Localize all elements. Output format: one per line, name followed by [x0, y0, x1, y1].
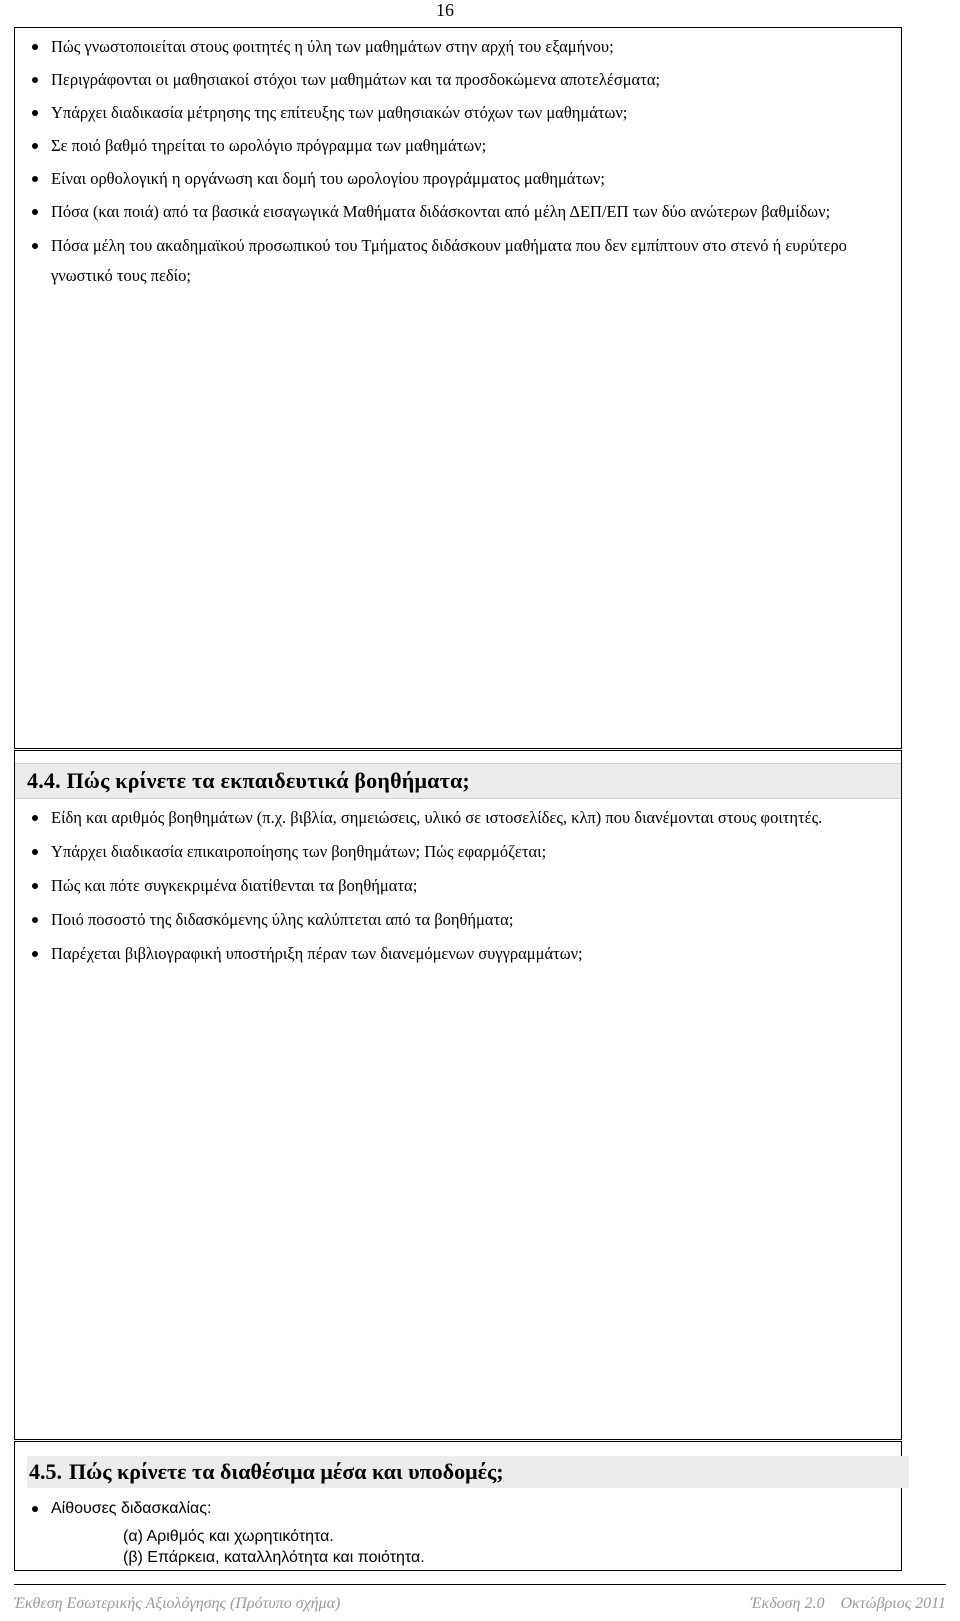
sub-list-item: (α) Αριθμός και χωρητικότητα. [123, 1528, 334, 1545]
question-list [15, 28, 901, 291]
footer-date: Οκτώβριος 2011 [840, 1595, 946, 1612]
section-heading [27, 1456, 909, 1488]
answer-box-teaching-aids [14, 750, 902, 1440]
question-list [15, 803, 901, 969]
list-item: Υπάρχει διαδικασία επικαιροποίησης των βοηθημάτων; Πώς εφαρμόζεται; [15, 837, 901, 867]
list-item: Πώς και πότε συγκεκριμένα διατίθενται τα βοηθήματα; [15, 871, 901, 901]
question-list [15, 1494, 901, 1524]
list-item: Περιγράφονται οι μαθησιακοί στόχοι των μαθημάτων και τα προσδοκώμενα αποτελέσματα; [15, 65, 901, 95]
footer-version-date [751, 1595, 946, 1613]
page-number: 16 [436, 0, 454, 20]
list-item: Αίθουσες διδασκαλίας: [15, 1494, 901, 1524]
list-item: Σε ποιό βαθμό τηρείται το ωρολόγιο πρόγραμμα των μαθημάτων; [15, 131, 901, 161]
section-title: Πώς κρίνετε τα διαθέσιμα μέσα και υποδομές; [69, 1459, 504, 1484]
list-item: Πόσα μέλη του ακαδημαϊκού προσωπικού του Τμήματος διδάσκουν μαθήματα που δεν εμπίπτουν στο στενό ή ευρύτερο γνωστικό τους πεδίο; [15, 231, 901, 291]
sub-list [123, 1526, 425, 1568]
list-item: Παρέχεται βιβλιογραφική υποστήριξη πέραν των διανεμόμενων συγγραμμάτων; [15, 939, 901, 969]
footer-document-title: Έκθεση Εσωτερικής Αξιολόγησης (Πρότυπο σχήμα) [14, 1595, 341, 1612]
answer-box-teaching [14, 27, 902, 749]
footer-version: Έκδοση 2.0 [750, 1595, 825, 1612]
sub-list-item: (β) Επάρκεια, καταλληλότητα και ποιότητα. [123, 1549, 425, 1566]
section-heading: 4.4. Πώς κρίνετε τα εκπαιδευτικά βοηθήματα; [15, 763, 901, 799]
section-number: 4.5. [29, 1459, 62, 1484]
answer-box-facilities [14, 1441, 902, 1571]
list-item: Πώς γνωστοποιείται στους φοιτητές η ύλη των μαθημάτων στην αρχή του εξαμήνου; [15, 32, 901, 62]
list-item: Είδη και αριθμός βοηθημάτων (π.χ. βιβλία, σημειώσεις, υλικό σε ιστοσελίδες, κλπ) που διανέμονται στους φοιτητές. [15, 803, 901, 833]
page-footer [14, 1584, 946, 1615]
list-item: Ποιό ποσοστό της διδασκόμενης ύλης καλύπτεται από τα βοηθήματα; [15, 905, 901, 935]
list-item: Πόσα (και ποιά) από τα βασικά εισαγωγικά Μαθήματα διδάσκονται από μέλη ΔΕΠ/ΕΠ των δύο ανώτερων βαθμίδων; [15, 197, 901, 227]
list-item: Είναι ορθολογική η οργάνωση και δομή του ωρολογίου προγράμματος μαθημάτων; [15, 164, 901, 194]
list-item: Υπάρχει διαδικασία μέτρησης της επίτευξης των μαθησιακών στόχων των μαθημάτων; [15, 98, 901, 128]
